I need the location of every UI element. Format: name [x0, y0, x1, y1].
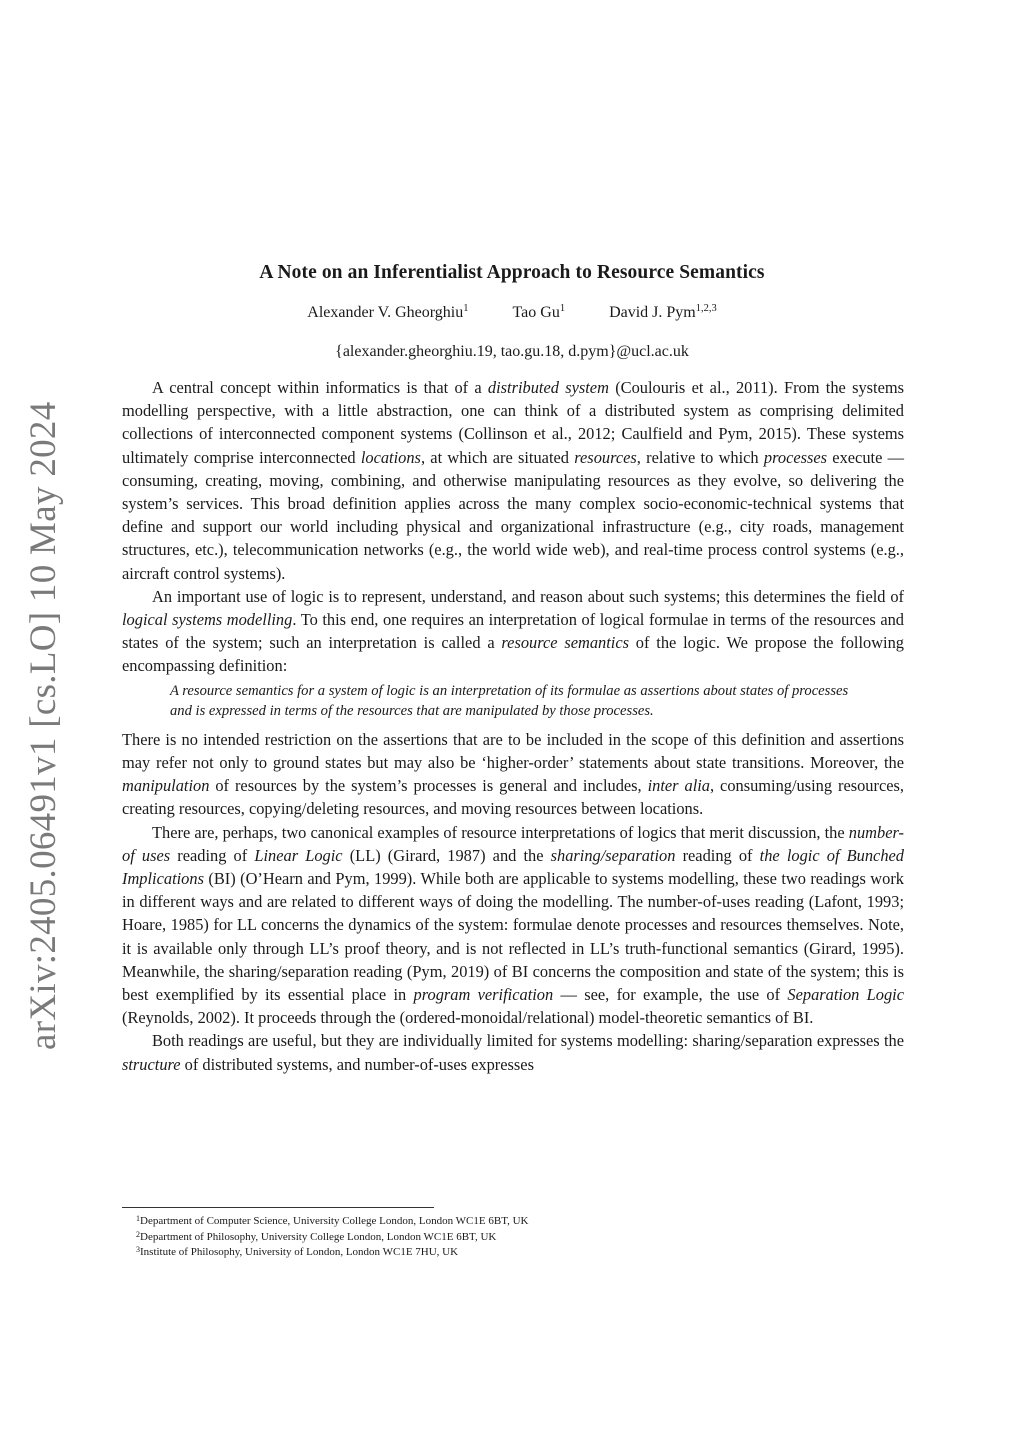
paragraph-4: There are, perhaps, two canonical examples of resource interpretations of logics that merit discussion, the number-of uses reading of Linear Logic (LL) (Girard, 1987) and the sharing/separation reading of the logic of Bunched Implications (BI) (O’Hearn and Pym, 1999). While both are applicable to systems modelling, these two readings work in different ways and are related to different ways of doing the modelling. The number-of-uses reading (Lafont, 1993; Hoare, 1985) for LL concerns the dynamics of the system: formulae denote processes and resources themselves. Note, it is available only through LL’s proof theory, and is not reflected in LL’s truth-functional semantics (Girard, 1995). Meanwhile, the sharing/separation reading (Pym, 2019) of BI concerns the composition and state of the system; this is best exemplified by its essential place in program verification — see, for example, the use of Separation Logic (Reynolds, 2002). It proceeds through the (ordered-monoidal/relational) model-theoretic semantics of BI. [122, 822, 904, 1028]
author [513, 304, 566, 322]
footnote-divider [122, 1207, 434, 1208]
footnote [136, 1230, 896, 1246]
arxiv-identifier: arXiv:2405.06491v1 [cs.LO] 10 May 2024 [23, 401, 64, 1050]
author-affiliation-mark: 1,2,3 [695, 303, 717, 314]
paper-title: A Note on an Inferentialist Approach to Resource Semantics [259, 262, 765, 284]
author-name: Tao Gu [512, 304, 560, 321]
author-list [0, 304, 1024, 322]
paragraph-3: There is no intended restriction on the assertions that are to be included in the scope of this definition and assertions may refer not only to ground states but may also be ‘higher-order’ statements about state transitions. Moreover, the manipulation of resources by the system’s processes is general and includes, inter alia, consuming/using resources, creating resources, copying/deleting resources, and moving resources between locations. [122, 729, 904, 819]
paragraph-2: An important use of logic is to represent, understand, and reason about such systems; this determines the field of logical systems modelling. To this end, one requires an interpretation of logical formulae in terms of the resources and states of the system; such an interpretation is called a resource semantics of the logic. We propose the following encompassing definition: [122, 586, 904, 676]
author [609, 304, 717, 322]
footnote-mark: 1 [136, 1214, 140, 1223]
footnote-mark: 3 [136, 1245, 140, 1255]
paragraph-1: A central concept within informatics is that of a distributed system (Coulouris et al., 2011). From the systems modelling perspective, with a little abstraction, one can think of a distributed system as comprising delimited collections of interconnected component systems (Collinson et al., 2012; Caulfield and Pym, 2015). These systems ultimately comprise interconnected locations, at which are situated resources, relative to which processes execute — consuming, creating, moving, combining, and otherwise manipulating resources as they evolve, so delivering the system’s services. This broad definition applies across the many complex socio-economic-technical systems that define and support our world including physical and organizational infrastructure (e.g., city roads, management structures, etc.), telecommunication networks (e.g., the world wide web), and real-time process control systems (e.g., aircraft control systems). [122, 378, 905, 583]
footnote-text: Department of Computer Science, University College London, London WC1E 6BT, UK [140, 1215, 529, 1227]
body-text [122, 376, 904, 1076]
footnote-text: Department of Philosophy, University College London, London WC1E 6BT, UK [140, 1230, 497, 1243]
footnotes [136, 1214, 896, 1261]
author-name: David J. Pym [609, 304, 696, 321]
definition-quote: A resource semantics for a system of logic is an interpretation of its formulae as assertions about states of processes and is expressed in terms of the resources that are manipulated by those processes. [170, 682, 849, 720]
author-affiliation-mark: 1 [559, 303, 566, 314]
footnote-mark: 2 [136, 1229, 140, 1239]
footnote [136, 1245, 896, 1261]
paragraph-5: Both readings are useful, but they are individually limited for systems modelling: sharing/separation expresses the structure of distributed systems, and number-of-uses expresses [122, 1031, 904, 1074]
footnote-text: Institute of Philosophy, University of London, London WC1E 7HU, UK [140, 1246, 459, 1259]
author-name: Alexander V. Gheorghiu [307, 304, 464, 321]
footnote [136, 1214, 896, 1230]
author [307, 304, 468, 322]
author-affiliation-mark: 1 [463, 303, 469, 314]
author-emails: {alexander.gheorghiu.19, tao.gu.18, d.pym}@ucl.ac.uk [335, 343, 689, 360]
